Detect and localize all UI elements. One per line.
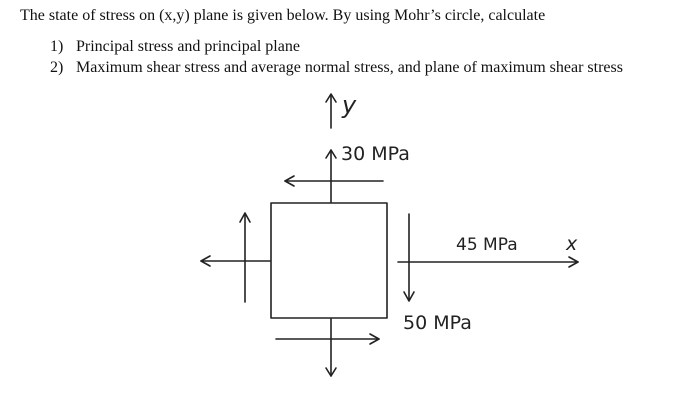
right-stress-label: 45 MPa [456, 235, 518, 255]
bottom-shear-stress-arrow [276, 334, 379, 344]
y-axis-arrow [326, 94, 336, 128]
task-text: Principal stress and principal plane [76, 38, 300, 55]
stress-element-square [271, 203, 387, 318]
y-axis-label: y [342, 91, 357, 119]
top-stress-label: 30 MPa [341, 143, 410, 165]
left-normal-stress-arrow [201, 256, 270, 266]
problem-statement: The state of stress on (x,y) plane is given below. By using Mohr’s circle, calculate [20, 7, 546, 24]
task-text: Maximum shear stress and average normal stress, and plane of maximum shear stress [76, 59, 623, 76]
top-shear-stress-arrow [285, 176, 383, 186]
left-shear-stress-arrow [240, 213, 250, 302]
right-shear-stress-arrow [404, 214, 414, 301]
top-normal-stress-arrow [326, 150, 336, 202]
bottom-stress-label: 50 MPa [403, 312, 472, 334]
task-number: 1) [50, 38, 64, 55]
right-normal-stress-arrow [398, 257, 578, 267]
task-number: 2) [50, 59, 64, 76]
x-axis-label: x [566, 233, 578, 255]
bottom-normal-stress-arrow [326, 319, 336, 376]
